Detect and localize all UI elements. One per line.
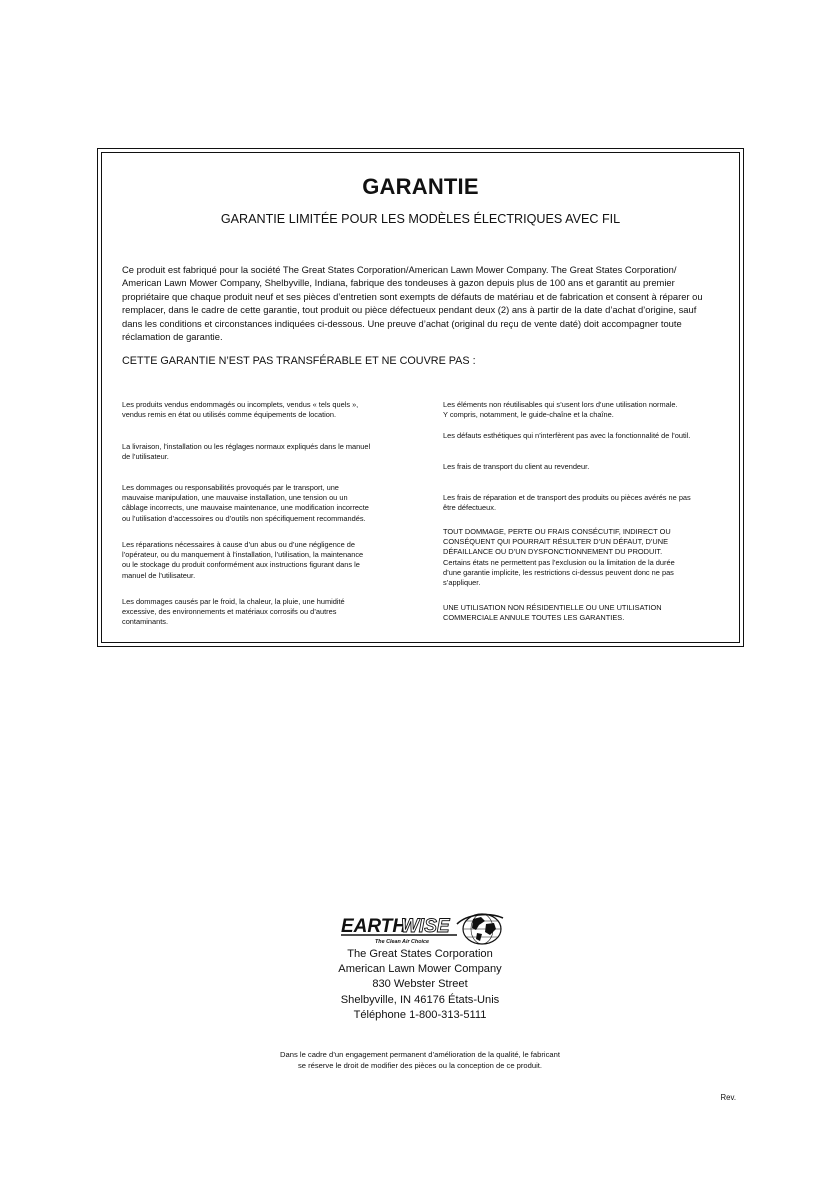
warranty-subtitle: GARANTIE LIMITÉE POUR LES MODÈLES ÉLECTRIQUES AVEC FIL bbox=[220, 212, 621, 226]
item-line: Les frais de transport du client au revendeur. bbox=[443, 462, 590, 471]
intro-paragraph bbox=[122, 263, 719, 343]
intro-line: réclamation de garantie. bbox=[122, 331, 223, 343]
right-item-repair-costs bbox=[443, 493, 728, 513]
company-address bbox=[0, 947, 840, 1023]
item-line: ou le stockage du produit conformément aux instructions figurant dans le bbox=[122, 560, 360, 570]
address-company: The Great States Corporation bbox=[347, 948, 493, 960]
item-line: de l’utilisateur. bbox=[122, 452, 169, 462]
item-line: Les dommages causés par le froid, la chaleur, la pluie, une humidité bbox=[122, 597, 345, 606]
left-item-sold-damaged bbox=[122, 400, 407, 420]
logo-brand-outline: WISE bbox=[401, 916, 450, 937]
right-item-consequential bbox=[443, 527, 728, 588]
not-covered-heading: CETTE GARANTIE N’EST PAS TRANSFÉRABLE ET NE COUVRE PAS : bbox=[122, 355, 476, 367]
item-line: ou l’utilisation d’accessoires ou d’outils non spécifiquement recommandés. bbox=[122, 513, 366, 523]
item-line: DÉFAILLANCE OU D’UN DYSFONCTIONNEMENT DU PRODUIT. bbox=[443, 547, 663, 557]
quality-disclaimer bbox=[0, 1049, 840, 1071]
item-line: TOUT DOMMAGE, PERTE OU FRAIS CONSÉCUTIF, INDIRECT OU bbox=[443, 527, 671, 536]
item-line: COMMERCIALE ANNULE TOUTES LES GARANTIES. bbox=[443, 613, 625, 623]
item-line: l’opérateur, ou du manquement à l’installation, l’utilisation, la maintenance bbox=[122, 550, 364, 560]
right-item-shipping bbox=[443, 462, 728, 472]
address-division: American Lawn Mower Company bbox=[338, 963, 502, 976]
disclaimer-line: Dans le cadre d’un engagement permanent d’amélioration de la qualité, le fabricant bbox=[280, 1050, 560, 1059]
item-line: Les produits vendus endommagés ou incomplets, vendus « tels quels », bbox=[122, 400, 359, 409]
item-line: vendus remis en état ou utilisés comme équipements de location. bbox=[122, 410, 337, 420]
warranty-inner-frame bbox=[101, 152, 740, 643]
item-line: Les éléments non réutilisables qui s’usent lors d’une utilisation normale. bbox=[443, 400, 678, 409]
left-item-repairs-abuse bbox=[122, 540, 407, 581]
address-phone: Téléphone 1-800-313-5111 bbox=[353, 1008, 487, 1021]
item-line: Les frais de réparation et de transport des produits ou pièces avérés ne pas bbox=[443, 493, 691, 502]
globe-icon bbox=[457, 914, 503, 944]
item-line: Certains états ne permettent pas l’exclusion ou la limitation de la durée bbox=[443, 557, 675, 567]
disclaimer-line: se réserve le droit de modifier des pièces ou la conception de ce produit. bbox=[298, 1061, 542, 1071]
intro-line: remplacer, dans le cadre de cette garantie, tout produit ou pièce défectueux pendant deux (2) ans à partir de la date d’achat d’origine, sauf bbox=[122, 304, 697, 316]
page-title: GARANTIE bbox=[362, 174, 479, 199]
item-line: Y compris, notamment, le guide-chaîne et la chaîne. bbox=[443, 410, 614, 420]
item-line: manuel de l’utilisateur. bbox=[122, 570, 196, 580]
item-line: Les défauts esthétiques qui n’interfèrent pas avec la fonctionnalité de l’outil. bbox=[443, 431, 691, 440]
item-line: d’une garantie implicite, les restrictions ci-dessus peuvent donc ne pas bbox=[443, 567, 674, 577]
right-item-commercial-use bbox=[443, 603, 728, 623]
item-line: La livraison, l’installation ou les réglages normaux expliqués dans le manuel bbox=[122, 442, 371, 451]
item-line: Les dommages ou responsabilités provoqués par le transport, une bbox=[122, 483, 339, 492]
warranty-frame bbox=[97, 148, 744, 647]
right-item-wear-parts bbox=[443, 400, 728, 420]
item-line: être défectueux. bbox=[443, 503, 497, 513]
left-item-weather-damage bbox=[122, 597, 407, 628]
intro-line: dans les conditions et circonstances indiquées ci-dessous. Une preuve d’achat (original du reçu de vente daté) doit accompagner toute bbox=[122, 317, 682, 329]
item-line: CONSÉQUENT QUI POURRAIT RÉSULTER D’UN DÉFAUT, D’UNE bbox=[443, 537, 669, 547]
intro-line: propriétaire que chaque produit neuf et ses pièces d’entretien sont exempts de défauts de matériau et de fabrication et consent à réparer ou bbox=[122, 290, 703, 302]
item-line: s’appliquer. bbox=[443, 578, 481, 588]
item-line: câblage incorrects, une mauvaise maintenance, une modification incorrecte bbox=[122, 503, 369, 513]
intro-line: American Lawn Mower Company, Shelbyville, Indiana, fabrique des tondeuses à gazon depuis plus de 100 ans et garantit au premier bbox=[122, 277, 675, 289]
item-line: contaminants. bbox=[122, 617, 169, 627]
logo-brand-main: EARTH bbox=[341, 916, 407, 937]
address-city: Shelbyville, IN 46176 États-Unis bbox=[340, 993, 500, 1006]
intro-line: Ce produit est fabriqué pour la société The Great States Corporation/American Lawn Mower Company. The Great States Corporation/ bbox=[122, 264, 677, 275]
item-line: UNE UTILISATION NON RÉSIDENTIELLE OU UNE UTILISATION bbox=[443, 603, 662, 612]
left-item-transport-damage bbox=[122, 483, 407, 524]
item-line: excessive, des environnements et matériaux corrosifs ou d’autres bbox=[122, 607, 337, 617]
left-item-delivery bbox=[122, 442, 407, 462]
right-item-cosmetic bbox=[443, 431, 728, 441]
item-line: mauvaise manipulation, une mauvaise installation, une tension ou un bbox=[122, 493, 348, 503]
logo-tagline: The Clean Air Choice bbox=[375, 939, 430, 945]
address-street: 830 Webster Street bbox=[372, 978, 468, 991]
revision-label: Rev. bbox=[720, 1093, 736, 1102]
earthwise-logo bbox=[339, 912, 505, 946]
item-line: Les réparations nécessaires à cause d’un abus ou d’une négligence de bbox=[122, 540, 355, 549]
